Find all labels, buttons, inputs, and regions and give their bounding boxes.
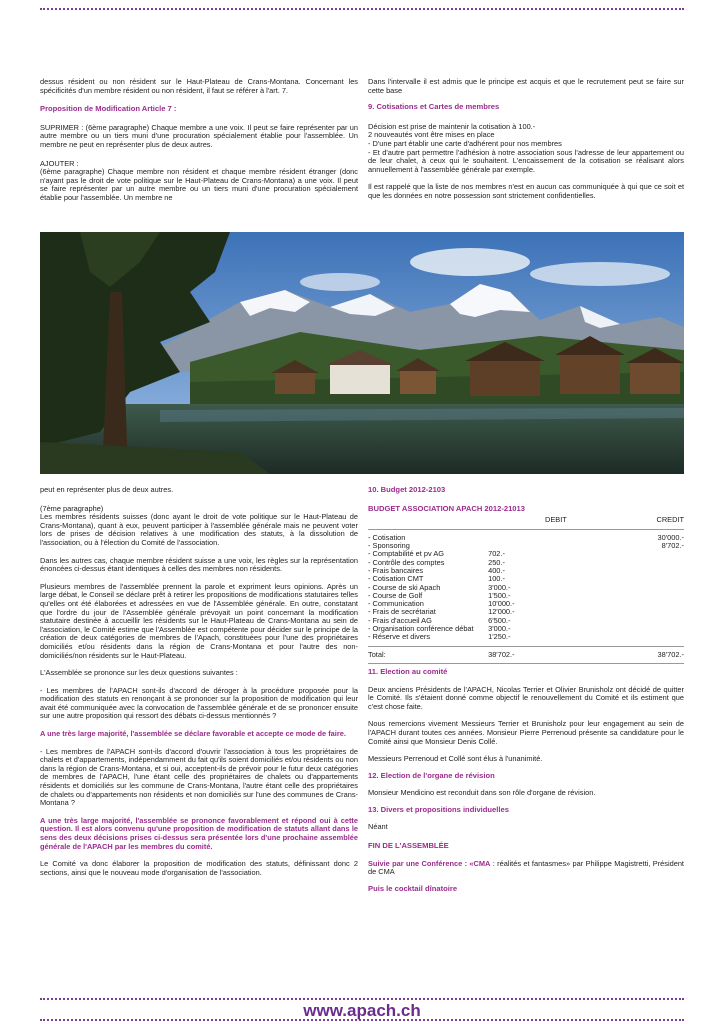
election-p2: Nous remercions vivement Messieurs Terrier et Brunisholz pour leur engagement au sein de l'APACH durant toutes ces années. Monsieur Pierre Perrenoud présente sa candidature pour le Comité ainsi que Monsieur Denis Collé. <box>368 719 684 746</box>
budget-name: - Communication <box>368 599 424 609</box>
budget-bottom-rule <box>368 646 684 647</box>
conference-label: Suivie par une Conférence : «CMA <box>368 858 491 868</box>
cotisation-line-2: 2 nouveautés vont être mises en place <box>368 130 495 140</box>
footer-dotted-rule <box>40 1019 684 1021</box>
budget-title: BUDGET ASSOCIATION APACH 2012-21013 <box>368 503 525 513</box>
residents-paragraph: Les membres résidents suisses (donc ayant le droit de vote politique sur le Haut-Plateau de Crans-Montana), quant à eux, peuvent participer à l'assemblée générale mais ne peuvent voter lors de prises de décision relatives à une modification des statuts, à la dissolution de l'association, ou à l'élection du Comité de l'association. <box>40 512 358 547</box>
total-label: Total: <box>368 649 386 659</box>
website-link[interactable]: www.apach.ch <box>303 1001 421 1020</box>
budget-name: - Contrôle des comptes <box>368 557 445 567</box>
budget-column-headers <box>368 516 684 525</box>
bottom-left-column <box>40 486 358 884</box>
top-left-intro: dessus résident ou non résident sur le Haut-Plateau de Crans-Montana. Concernant les spécificités d'un membre résident ou non résident, il faut se référer à l'art. 7. <box>40 77 358 95</box>
budget-name: - Frais bancaires <box>368 565 424 575</box>
budget-name: - Frais de secrétariat <box>368 607 436 617</box>
budget-name: - Réserve et divers <box>368 632 431 642</box>
election-p1: Deux anciens Présidents de l'APACH, Nicolas Terrier et Olivier Brunisholz ont décidé de quitter le Comité. Ils s'étaient donné comme objectif le renouvellement du Comité et ils estiment que c'est chose faite. <box>368 684 684 711</box>
bottom-left-p0: peut en représenter plus de deux autres. <box>40 485 174 494</box>
7eme-label: (7ème paragraphe) <box>40 503 104 513</box>
budget-credit <box>583 575 684 583</box>
debate-paragraph: Plusieurs membres de l'assemblée prennent la parole et expriment leurs opinions. Après un large débat, le Conseil se déclare prêt à retirer les propositions de modifications statutaires telles qu'elles ont été élaborées et adressées en vue de l'Assemblée générale. En outre, constatant que l'ordre du jour de l'Assemblée générale prévoyait un point concernant la modification statutaire destinée à accueillir les résidents sur le Haut-Plateau de Crans-Montana au sein de l'association, le Comité estime que l'Assemblée est compétente pour décider sur le principe de la création de deux catégories de membres de l'Apach, constituées pour l'une des propriétaires domiciliés et/ou résidents dans la région de Crans-Montana et pour l'autre des non-domiciliés/non résidents sur le Haut-Plateau. <box>40 581 358 660</box>
confidentiality-paragraph: Il est rappelé que la liste de nos membres n'est en aucun cas communiquée à qui que ce soit et que les données en notre possession sont strictement confidentielles. <box>368 182 684 200</box>
election-p3: Messieurs Perrenoud et Collé sont élus à l'unanimité. <box>368 754 543 764</box>
end-heading: FIN DE L'ASSEMBLÉE <box>368 841 449 851</box>
decision-2: A une très large majorité, l'assemblée se prononce favorablement et répond oui à cette question. Il est alors convenu qu'une proposition de modification de statuts allant dans le sens des deux décisions prises ci-dessus sera présentée lors d'une prochaine assemblée générale de l'APACH par les membres du comité. <box>40 815 358 851</box>
budget-credit <box>583 600 684 608</box>
cotisations-heading: 9. Cotisations et Cartes de membres <box>368 102 500 112</box>
budget-debit: 1'250.- <box>488 632 511 642</box>
cotisation-line-1: Décision est prise de maintenir la cotisation à 100.- <box>368 121 536 131</box>
revision-heading: 12. Election de l'organe de révision <box>368 770 495 780</box>
bottom-dotted-rule <box>40 998 684 1000</box>
supprimer-paragraph: SUPRIMER : (6ème paragraphe) Chaque membre a une voix. Il peut se faire représenter par un autre membre ou un tiers muni d'une procuration spécialement établie pour l'assemblée. Un membre ne peut en représenter plus de deux autres. <box>40 122 358 149</box>
budget-name: - Cotisation CMT <box>368 574 424 584</box>
representation-paragraph: Dans les autres cas, chaque membre résident suisse a une voix, les règles sur la représentation énoncées ci-dessus étant identiques à celles des membres non résidents. <box>40 555 358 574</box>
budget-debit: 3'000.- <box>488 624 511 634</box>
cotisation-line-3: - D'une part établir une carte d'adhérent pour nos membres <box>368 138 562 148</box>
top-right-column <box>368 78 684 208</box>
questions-intro: L'Assemblée se prononce sur les deux questions suivantes : <box>40 668 238 678</box>
decision-1: A une très large majorité, l'assemblée se déclare favorable et accepte ce mode de faire. <box>40 729 346 739</box>
budget-row <box>368 633 684 641</box>
election-comite-heading: 11. Election au comité <box>368 666 448 676</box>
budget-table <box>368 534 684 642</box>
budget-credit <box>583 584 684 592</box>
budget-name: - Cotisation <box>368 532 406 542</box>
question-1: - Les membres de l'APACH sont-ils d'accord de déroger à la procédure proposée pour la modification des statuts en renonçant à se prononcer sur la proposition de modification qui leur avait été communiquée avec la convocation de l'assemblée générale et de se prononcer ensuite sur une autre proposition qui ressort des débats ci-dessus mentionnés ? <box>40 685 358 721</box>
proposition-heading: Proposition de Modification Article 7 : <box>40 104 177 114</box>
budget-debit: 702.- <box>488 549 505 559</box>
conference-paragraph <box>368 860 684 877</box>
budget-debit: 10'000.- <box>488 599 515 609</box>
budget-credit: 30'000.- <box>657 532 684 542</box>
budget-credit <box>583 559 684 567</box>
budget-credit <box>583 608 684 616</box>
ajouter-paragraph: (6ème paragraphe) Chaque membre non résident et chaque membre résident étranger (donc n'ayant pas le droit de vote politique sur le Haut-Plateau de Crans-Montana) a une voix. Il peut se faire représenter par un autre membre ou un tiers muni d'une procuration spécialement établie pour l'assemblée. Un membre ne <box>40 167 358 202</box>
budget-name: - Organisation conférence débat <box>368 624 474 634</box>
total-credit: 38'702.- <box>657 649 684 659</box>
budget-name: - Sponsoring <box>368 541 410 551</box>
budget-debit: 3'000.- <box>488 582 511 592</box>
budget-debit: 250.- <box>488 557 505 567</box>
budget-name: - Course de ski Apach <box>368 582 441 592</box>
conference-rest: : réalités et fantasmes» par Philippe Magistretti, Président de CMA <box>368 858 684 877</box>
budget-credit <box>583 617 684 625</box>
bottom-right-column <box>368 486 684 899</box>
budget-debit: 6'500.- <box>488 615 511 625</box>
budget-credit <box>583 633 684 641</box>
budget-credit: 8'702.- <box>661 541 684 551</box>
top-dotted-rule <box>40 8 684 10</box>
budget-debit: 100.- <box>488 574 505 584</box>
divers-heading: 13. Divers et propositions individuelles <box>368 804 509 814</box>
budget-name: - Comptabilité et pv AG <box>368 549 444 559</box>
budget-heading: 10. Budget 2012-2103 <box>368 485 446 494</box>
credit-header: CREDIT <box>656 515 684 525</box>
top-right-intro: Dans l'intervalle il est admis que le principe est acquis et que le recrutement peut se faire sur cette base <box>368 77 684 95</box>
budget-debit: 12'000.- <box>488 607 515 617</box>
ajouter-label: AJOUTER : <box>40 158 79 168</box>
budget-credit <box>583 567 684 575</box>
cocktail-line: Puis le cocktail dînatoire <box>368 883 458 893</box>
question-2: - Les membres de l'APACH sont-ils d'accord d'ouvrir l'association à tous les propriétaires de chalets et d'appartements, indépendamment du fait qu'ils soient domiciliés et/ou résidents ou non dans la région de Crans-Montana, et si oui, acceptent-ils de prévoir pour le futur deux catégories de membres de l'APACH, l'une étant celle des propriétaires de chalets ou d'appartements résidents et domiciliés sur les commune de Crans-Montana, l'autre étant celle des propriétaires de chalets ou d'appartements non résidents et non domiciliés sur l'une des communes de Crans-Montana ? <box>40 746 358 808</box>
committee-paragraph: Le Comité va donc élaborer la proposition de modification des statuts, définissant donc 2 sections, ainsi que le nouveau mode d'organisation de l'association. <box>40 859 358 877</box>
budget-name: - Course de Golf <box>368 590 423 600</box>
budget-credit <box>583 550 684 558</box>
budget-row <box>368 534 684 542</box>
debit-header: DEBIT <box>545 515 567 525</box>
budget-name: - Frais d'accueil AG <box>368 615 432 625</box>
top-left-column <box>40 78 358 210</box>
budget-debit: 1'500.- <box>488 590 511 600</box>
total-debit: 38'702.- <box>488 649 515 659</box>
budget-debit <box>488 534 583 542</box>
divers-paragraph: Néant <box>368 822 388 832</box>
budget-credit <box>583 625 684 633</box>
budget-total-rule <box>368 663 684 664</box>
budget-top-rule <box>368 529 684 530</box>
budget-total <box>368 651 684 659</box>
budget-credit <box>583 592 684 600</box>
cotisation-line-4: - Et d'autre part permettre l'adhésion à notre association sous l'adresse de leur appartement ou de leur chalet, à ceux qui le souhaitent. L'encaissement de la cotisation se réalisant alors annuellement à l'assemblée générale par exemple. <box>368 147 684 174</box>
mountain-lake-photo <box>40 232 684 474</box>
budget-debit: 400.- <box>488 565 505 575</box>
revision-paragraph: Monsieur Mendicino est reconduit dans son rôle d'organe de révision. <box>368 788 596 798</box>
